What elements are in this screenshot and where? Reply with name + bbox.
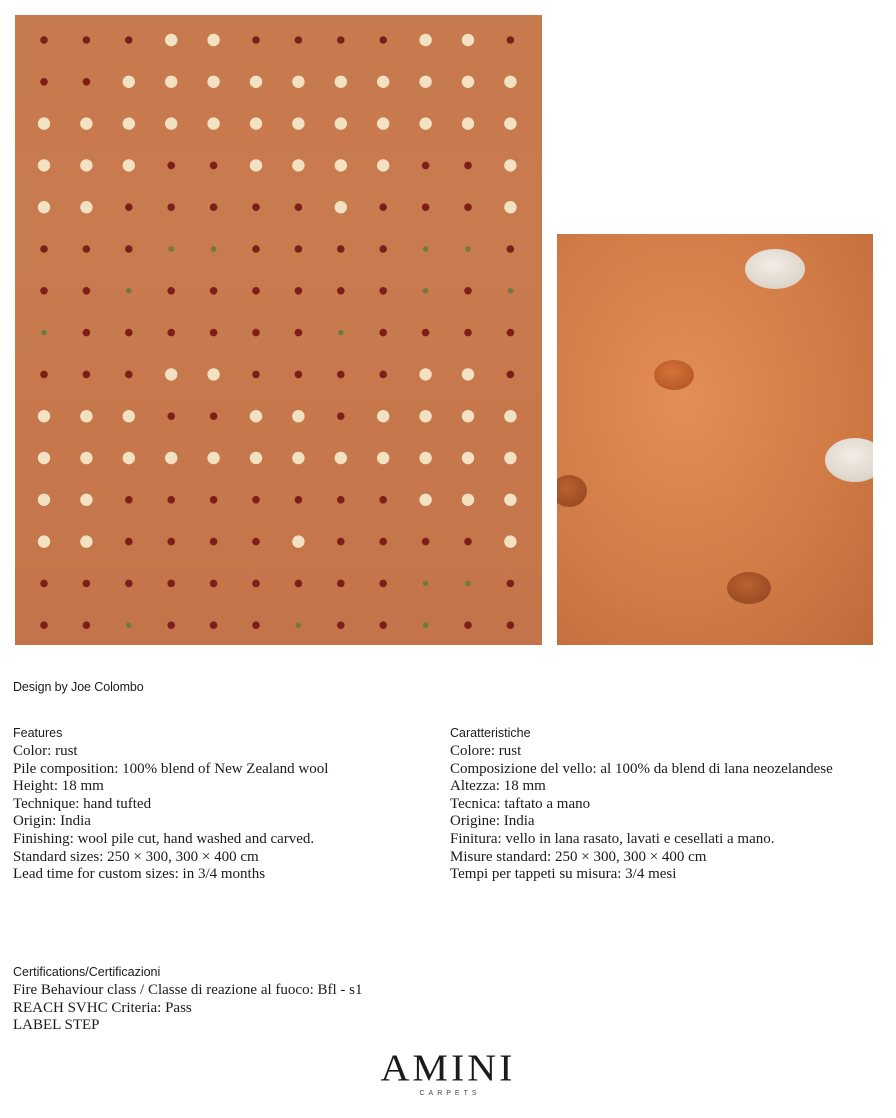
rug-dot-maroon (337, 36, 345, 44)
rug-dot-maroon (337, 412, 345, 420)
feature-it-line: Colore: rust (450, 743, 522, 759)
rug-dot-cream (504, 494, 516, 506)
feature-it-line: Tecnica: taftato a mano (450, 795, 591, 812)
rug-dot-cream (38, 410, 50, 422)
rug-dot-maroon (422, 329, 430, 337)
rug-dot-cream (377, 76, 389, 88)
closeup-dot-rust (654, 360, 694, 390)
rug-dot-maroon (210, 329, 218, 337)
rug-dot-cream (504, 159, 516, 171)
features-en (13, 726, 328, 884)
rug-dot-maroon (125, 496, 133, 504)
closeup-dot-cream-2 (825, 438, 873, 482)
rug-dot-maroon (252, 287, 260, 295)
rug-dot-maroon (295, 580, 303, 588)
rug-dot-cream (292, 452, 304, 464)
rug-dot-maroon (464, 621, 472, 629)
rug-dot-maroon (379, 245, 387, 253)
feature-it-line: Composizione del vello: al 100% da blend di lana neozelandese (450, 760, 833, 777)
rug-dot-cream (462, 410, 474, 422)
rug-dot-cream (165, 452, 177, 464)
rug-dot-maroon (210, 287, 218, 295)
rug-dot-maroon (125, 329, 133, 337)
rug-dot-maroon (422, 203, 430, 211)
rug-dot-cream (38, 494, 50, 506)
rug-dot-maroon (507, 371, 515, 379)
rug-dot-maroon (379, 287, 387, 295)
rug-dot-maroon (379, 621, 387, 629)
rug-dot-maroon (295, 329, 303, 337)
rug-dot-maroon (167, 538, 175, 546)
rug-dot-green (126, 622, 132, 628)
rug-dot-cream (80, 452, 92, 464)
rug-main-image (15, 15, 542, 645)
rug-dot-cream (38, 452, 50, 464)
rug-dot-cream (123, 117, 135, 129)
rug-dot-maroon (379, 371, 387, 379)
feature-en-line: Technique: hand tufted (13, 795, 152, 812)
feature-it-line: Altezza: 18 mm (450, 778, 546, 795)
rug-dot-cream (292, 76, 304, 88)
rug-dot-cream (504, 410, 516, 422)
rug-dot-green (465, 581, 471, 587)
rug-dot-maroon (379, 496, 387, 504)
rug-dot-cream (377, 159, 389, 171)
rug-closeup-pattern (557, 234, 873, 645)
rug-dot-maroon (40, 621, 48, 629)
rug-dot-maroon (210, 538, 218, 546)
rug-dot-cream (292, 410, 304, 422)
rug-dot-maroon (167, 329, 175, 337)
rug-dot-maroon (167, 621, 175, 629)
rug-dot-maroon (40, 287, 48, 295)
rug-dot-cream (207, 368, 219, 380)
rug-dot-cream (504, 117, 516, 129)
feature-en-line: Color: rust (13, 743, 78, 759)
rug-dot-maroon (125, 538, 133, 546)
logo-subtitle: CARPETS (419, 1090, 481, 1097)
rug-dot-maroon (167, 287, 175, 295)
rug-detail-image (557, 234, 873, 645)
rug-dot-green (423, 288, 429, 294)
rug-dot-cream (123, 76, 135, 88)
feature-it-line: Misure standard: 250 × 300, 300 × 400 cm (450, 848, 707, 865)
rug-dot-maroon (337, 580, 345, 588)
rug-dot-cream (165, 117, 177, 129)
rug-dot-maroon (337, 371, 345, 379)
rug-dot-green (338, 330, 344, 336)
rug-dot-maroon (464, 329, 472, 337)
rug-dot-maroon (252, 496, 260, 504)
rug-dot-green (296, 622, 302, 628)
feature-en-line: Finishing: wool pile cut, hand washed and carved. (13, 830, 315, 847)
rug-dot-green (423, 622, 429, 628)
rug-dot-maroon (379, 580, 387, 588)
rug-dot-maroon (464, 162, 472, 170)
rug-dot-maroon (40, 371, 48, 379)
rug-dot-cream (377, 410, 389, 422)
rug-dot-maroon (167, 162, 175, 170)
rug-dot-cream (335, 201, 347, 213)
rug-dot-green (168, 246, 174, 252)
certification-line: LABEL STEP (13, 1017, 100, 1034)
rug-dot-cream (250, 76, 262, 88)
rug-dot-cream (80, 117, 92, 129)
rug-dot-cream (292, 117, 304, 129)
rug-dot-cream (462, 494, 474, 506)
rug-dot-maroon (295, 287, 303, 295)
features-en-heading: Features (13, 726, 63, 740)
rug-dot-cream (38, 117, 50, 129)
logo-wordmark: AMINI (380, 1046, 516, 1089)
rug-dot-maroon (422, 162, 430, 170)
rug-dot-maroon (379, 203, 387, 211)
rug-dot-maroon (125, 245, 133, 253)
rug-dot-maroon (422, 538, 430, 546)
rug-dot-cream (462, 76, 474, 88)
rug-dot-cream (419, 410, 431, 422)
rug-dot-cream (504, 535, 516, 547)
rug-dot-maroon (507, 36, 515, 44)
certifications (13, 965, 363, 1035)
rug-dot-cream (292, 159, 304, 171)
rug-dot-cream (335, 76, 347, 88)
rug-dot-cream (80, 201, 92, 213)
rug-dot-maroon (40, 580, 48, 588)
rug-dot-maroon (379, 329, 387, 337)
rug-dot-maroon (337, 621, 345, 629)
amini-logo (0, 1046, 896, 1097)
rug-dot-cream (38, 159, 50, 171)
rug-dot-cream (80, 494, 92, 506)
certifications-heading: Certifications/Certificazioni (13, 965, 161, 979)
rug-dot-green (126, 288, 132, 294)
rug-dot-cream (80, 535, 92, 547)
closeup-dot-edge (557, 475, 587, 507)
rug-dot-maroon (167, 203, 175, 211)
rug-dot-maroon (295, 496, 303, 504)
rug-dot-cream (292, 535, 304, 547)
rug-dot-cream (462, 452, 474, 464)
rug-dot-maroon (464, 538, 472, 546)
rug-dot-maroon (507, 621, 515, 629)
feature-it-line: Tempi per tappeti su misura: 3/4 mesi (450, 866, 677, 883)
rug-dot-maroon (252, 329, 260, 337)
rug-dot-maroon (83, 36, 91, 44)
rug-dot-cream (165, 76, 177, 88)
feature-en-line: Height: 18 mm (13, 778, 104, 795)
feature-en-line: Lead time for custom sizes: in 3/4 months (13, 866, 266, 883)
features-it-heading: Caratteristiche (450, 726, 531, 740)
rug-dot-cream (462, 368, 474, 380)
feature-en-line: Origin: India (13, 813, 91, 830)
rug-dot-cream (250, 410, 262, 422)
rug-dot-maroon (507, 580, 515, 588)
rug-dot-maroon (83, 245, 91, 253)
rug-dot-maroon (252, 245, 260, 253)
rug-dot-maroon (337, 538, 345, 546)
feature-en-line: Pile composition: 100% blend of New Zealand wool (13, 760, 329, 777)
rug-dot-maroon (210, 621, 218, 629)
rug-dot-maroon (210, 580, 218, 588)
rug-dot-cream (504, 452, 516, 464)
rug-dot-cream (462, 117, 474, 129)
rug-dot-maroon (464, 203, 472, 211)
rug-dot-maroon (83, 621, 91, 629)
rug-dot-cream (207, 34, 219, 46)
rug-dot-cream (419, 452, 431, 464)
rug-dot-cream (504, 76, 516, 88)
rug-dot-maroon (125, 36, 133, 44)
rug-dot-maroon (379, 538, 387, 546)
rug-dot-maroon (464, 287, 472, 295)
rug-dot-maroon (252, 371, 260, 379)
feature-en-line: Standard sizes: 250 × 300, 300 × 400 cm (13, 848, 259, 865)
feature-it-line: Origine: India (450, 813, 535, 830)
rug-dot-maroon (83, 287, 91, 295)
rug-dot-maroon (125, 371, 133, 379)
rug-dot-cream (419, 368, 431, 380)
rug-dot-maroon (295, 245, 303, 253)
rug-dot-maroon (252, 36, 260, 44)
rug-dot-cream (504, 201, 516, 213)
rug-dot-cream (207, 452, 219, 464)
rug-dot-green (465, 246, 471, 252)
rug-dot-maroon (40, 36, 48, 44)
rug-dot-maroon (252, 580, 260, 588)
rug-dot-maroon (167, 580, 175, 588)
designer-credit: Design by Joe Colombo (13, 680, 144, 694)
rug-dot-green (211, 246, 217, 252)
rug-dot-cream (335, 452, 347, 464)
rug-dot-cream (462, 34, 474, 46)
rug-dot-maroon (125, 580, 133, 588)
rug-dot-maroon (83, 580, 91, 588)
rug-dot-maroon (252, 538, 260, 546)
rug-dot-maroon (295, 371, 303, 379)
closeup-dot-cream-1 (745, 249, 805, 289)
rug-dot-cream (335, 117, 347, 129)
rug-dot-cream (165, 34, 177, 46)
rug-dot-cream (80, 410, 92, 422)
rug-dot-maroon (295, 36, 303, 44)
rug-dot-pattern (15, 15, 542, 645)
rug-dot-cream (419, 76, 431, 88)
rug-dot-cream (250, 117, 262, 129)
rug-dot-maroon (252, 621, 260, 629)
rug-dot-maroon (379, 36, 387, 44)
rug-dot-maroon (83, 371, 91, 379)
feature-it-line: Finitura: vello in lana rasato, lavati e cesellati a mano. (450, 830, 775, 847)
rug-dot-cream (207, 117, 219, 129)
rug-dot-maroon (210, 412, 218, 420)
rug-dot-cream (377, 452, 389, 464)
rug-dot-cream (419, 34, 431, 46)
rug-dot-maroon (125, 203, 133, 211)
rug-dot-cream (377, 117, 389, 129)
rug-dot-maroon (252, 203, 260, 211)
rug-dot-green (423, 246, 429, 252)
rug-dot-maroon (83, 329, 91, 337)
rug-dot-cream (419, 494, 431, 506)
rug-dot-cream (123, 159, 135, 171)
rug-dot-cream (38, 201, 50, 213)
certification-line: REACH SVHC Criteria: Pass (13, 999, 192, 1016)
rug-dot-maroon (167, 412, 175, 420)
rug-dot-maroon (40, 245, 48, 253)
rug-dot-maroon (507, 245, 515, 253)
rug-dot-maroon (167, 496, 175, 504)
rug-dot-cream (123, 452, 135, 464)
rug-dot-maroon (40, 78, 48, 86)
rug-dot-cream (335, 159, 347, 171)
rug-dot-maroon (83, 78, 91, 86)
rug-dot-maroon (337, 245, 345, 253)
features-it (450, 726, 833, 884)
rug-dot-cream (80, 159, 92, 171)
rug-dot-cream (165, 368, 177, 380)
certification-line: Fire Behaviour class / Classe di reazione al fuoco: Bfl - s1 (13, 982, 363, 998)
rug-dot-maroon (295, 203, 303, 211)
rug-dot-green (423, 581, 429, 587)
rug-dot-maroon (210, 162, 218, 170)
rug-dot-maroon (210, 496, 218, 504)
rug-dot-cream (250, 159, 262, 171)
rug-dot-maroon (507, 329, 515, 337)
rug-dot-maroon (337, 287, 345, 295)
rug-dot-cream (123, 410, 135, 422)
rug-dot-maroon (337, 496, 345, 504)
rug-dot-green (41, 330, 47, 336)
rug-dot-cream (207, 76, 219, 88)
rug-dot-cream (419, 117, 431, 129)
rug-dot-green (508, 288, 514, 294)
rug-dot-cream (250, 452, 262, 464)
closeup-dot-brown (727, 572, 771, 604)
rug-dot-maroon (210, 203, 218, 211)
rug-dot-cream (38, 535, 50, 547)
